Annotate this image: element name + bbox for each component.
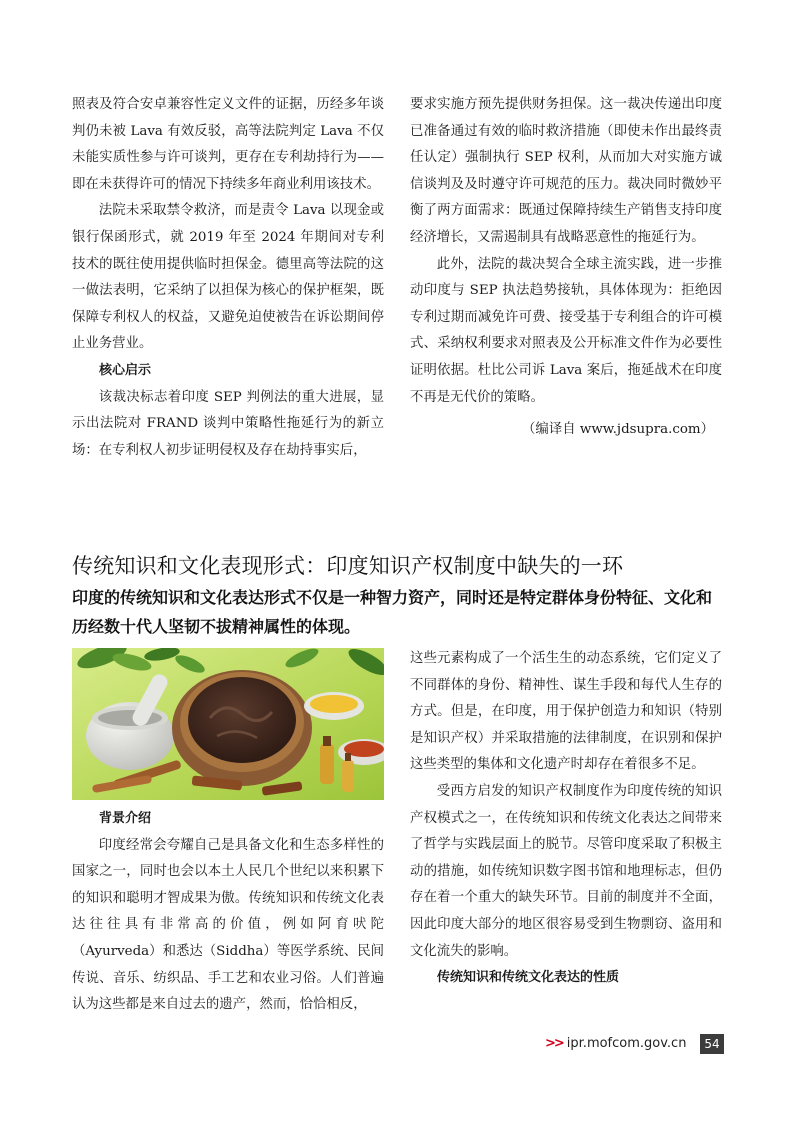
bottom-left-column [72, 806, 384, 1019]
paragraph: 此外，法院的裁决契合全球主流实践，进一步推动印度与 SEP 执法趋势接轨，具体体现为：拒绝因专利过期而减免许可费、接受基于专利组合的许可模式、采纳权利要求对照表及公开标准文件作为必要性证明依据。杜比公司诉 Lava 案后，拖延战术在印度不再是无代价的策略。 [410, 256, 722, 405]
footer-website[interactable] [545, 1036, 686, 1051]
source-credit: （编译自 www.jdsupra.com） [522, 422, 714, 438]
section-title: 传统知识和文化表现形式：印度知识产权制度中缺失的一环 [72, 554, 624, 578]
subheading-core-insight: 核心启示 [99, 362, 152, 378]
subheading-background: 背景介绍 [99, 811, 152, 826]
paragraph: 受西方启发的知识产权制度作为印度传统的知识产权模式之一，在传统知识和传统文化表达之间带来了哲学与实践层面上的脱节。尽管印度采取了积极主动的措施，如传统知识数字图书馆和地理标志，但仍存在着一个重大的缺失环节。目前的制度并不全面，因此印度大部分的地区很容易受到生物剽窃、盗用和文化流失的影响。 [410, 783, 722, 959]
section-lead: 印度的传统知识和文化表达形式不仅是一种智力资产，同时还是特定群体身份特征、文化和历经数十代人坚韧不拔精神属性的体现。 [72, 588, 713, 636]
herbal-medicine-photo [72, 648, 384, 800]
page-number-badge: 54 [700, 1034, 724, 1054]
top-left-column [72, 92, 384, 464]
paragraph: 该裁决标志着印度 SEP 判例法的重大进展，显示出法院对 FRAND 谈判中策略性拖延行为的新立场：在专利权人初步证明侵权及存在劫持事实后， [72, 389, 384, 458]
paragraph: 法院未采取禁令救济，而是责令 Lava 以现金或银行保函形式，就 2019 年至 2024 年期间对专利技术的既往使用提供临时担保金。德里高等法院的这一做法表明，它采纳了以担保为核心的保护框架，既保障专利权人的权益，又避免迫使被告在诉讼期间停止业务营业。 [72, 203, 384, 352]
paragraph: 照表及符合安卓兼容性定义文件的证据，历经多年谈判仍未被 Lava 有效反驳，高等法院判定 Lava 不仅未能实质性参与许可谈判，更存在专利劫持行为——即在未获得许可的情况下持续多年商业利用该技术。 [72, 97, 384, 192]
double-chevron-icon: >> [545, 1036, 563, 1051]
subheading-nature: 传统知识和传统文化表达的性质 [437, 970, 620, 986]
paragraph: 这些元素构成了一个活生生的动态系统，它们定义了不同群体的身份、精神性、谋生手段和每代人生存的方式。但是，在印度，用于保护创造力和知识（特别是知识产权）并采取措施的法律制度，在识别和保护这些类型的集体和文化遗产时却存在着很多不足。 [410, 651, 722, 773]
paragraph: 要求实施方预先提供财务担保。这一裁决传递出印度已准备通过有效的临时救济措施（即使未作出最终责任认定）强制执行 SEP 权利，从而加大对实施方诚信谈判及及时遵守许可规范的压力。裁决同时微妙平衡了两方面需求：既通过保障持续生产销售支持印度经济增长，又需遏制具有战略恶意性的拖延行为。 [410, 97, 722, 245]
paragraph: 印度经常会夸耀自己是具备文化和生态多样性的国家之一，同时也会以本土人民几个世纪以来积累下的知识和聪明才智成果为傲。传统知识和传统文化表达往往具有非常高的价值，例如阿育吠陀（Ayurveda）和悉达（Siddha）等医学系统、民间传说、音乐、纺织品、手工艺和农业习俗。人们普遍认为这些都是来自过去的遗产，然而，恰恰相反， [72, 837, 384, 1013]
bottom-right-column [410, 646, 722, 992]
top-right-column [410, 92, 722, 444]
website-url: ipr.mofcom.gov.cn [566, 1036, 687, 1051]
